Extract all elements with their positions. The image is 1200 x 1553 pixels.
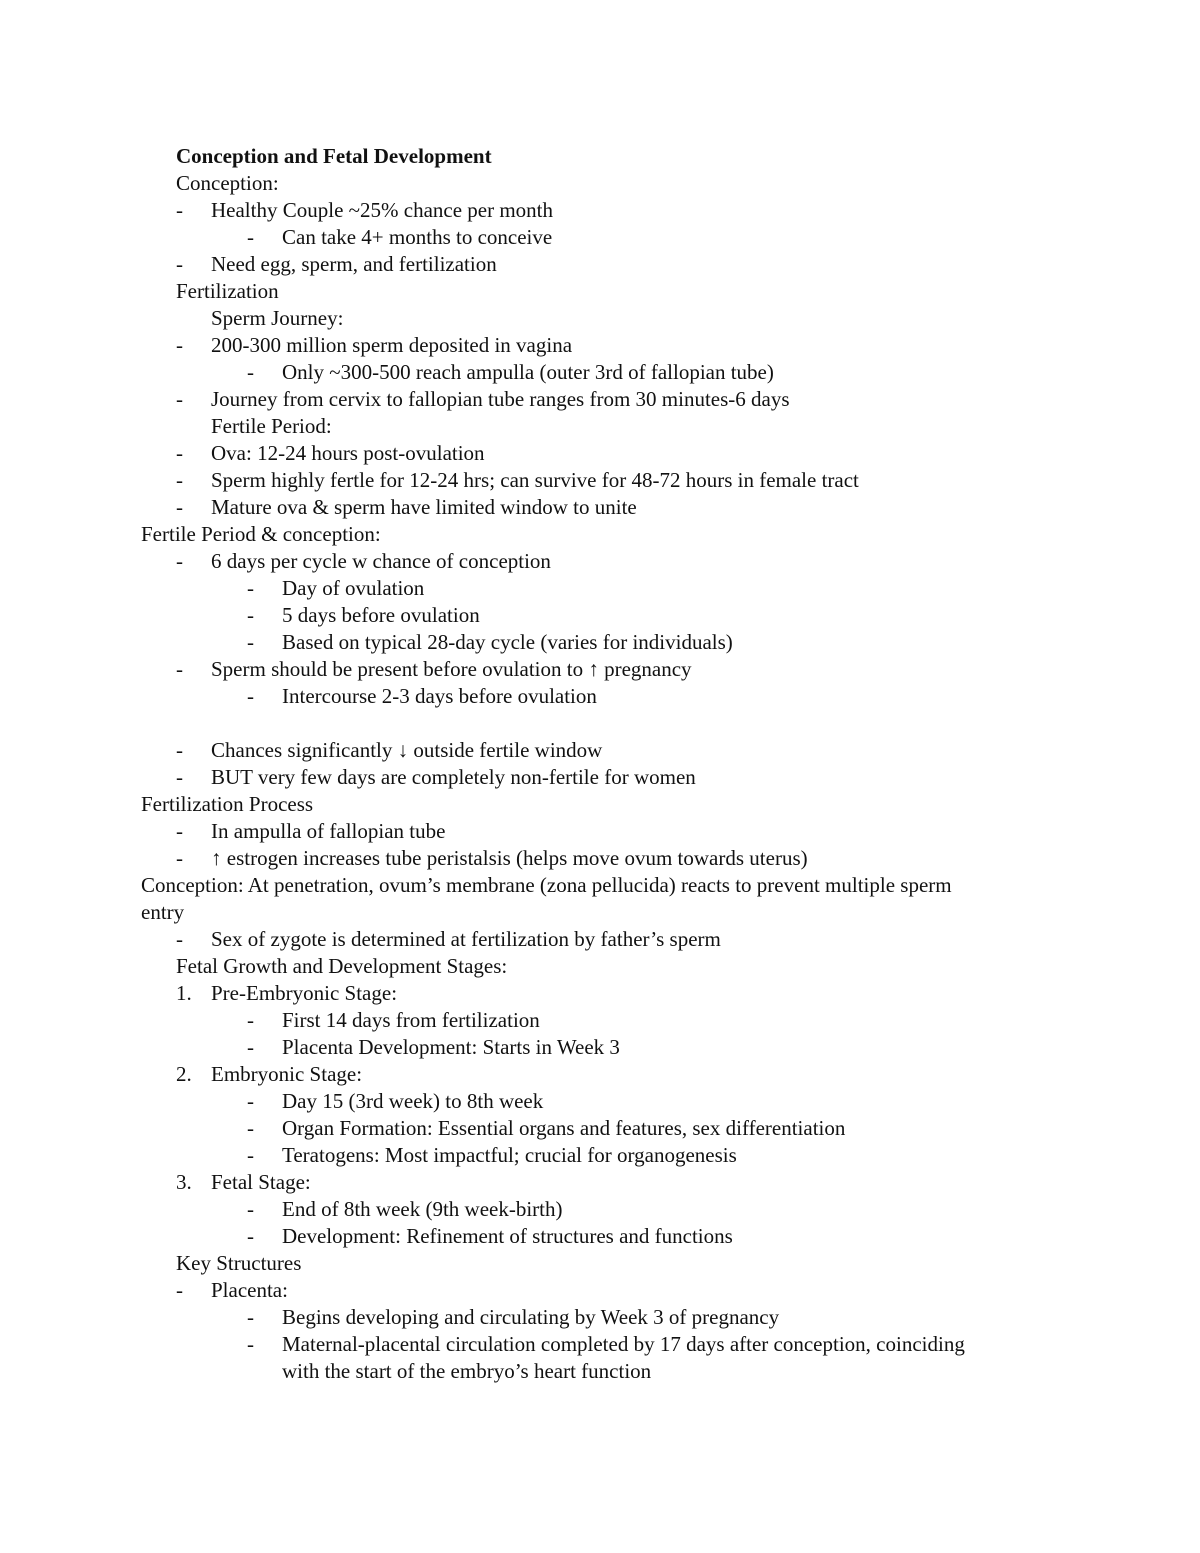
line-text: Fetal Growth and Development Stages: (176, 954, 508, 978)
bullet-dash: - (176, 387, 183, 411)
bullet-dash: - (247, 1305, 254, 1329)
line-text: In ampulla of fallopian tube (211, 819, 446, 843)
bullet-dash: - (176, 765, 183, 789)
bullet-dash: - (176, 657, 183, 681)
bullet-dash: - (247, 1224, 254, 1248)
line-text: Sperm highly fertle for 12-24 hrs; can survive for 48-72 hours in female tract (211, 468, 859, 492)
line-text: Conception: At penetration, ovum’s membrane (zona pellucida) reacts to prevent multiple sperm (141, 873, 952, 897)
line-text: Need egg, sperm, and fertilization (211, 252, 497, 276)
line-text: 5 days before ovulation (282, 603, 480, 627)
line-text: Can take 4+ months to conceive (282, 225, 553, 249)
bullet-dash: - (176, 333, 183, 357)
line-text: Pre-Embryonic Stage: (211, 981, 398, 1005)
line-text: Conception: (176, 171, 279, 195)
bullet-dash: - (247, 630, 254, 654)
line-text: Key Structures (176, 1251, 302, 1275)
line-text: First 14 days from fertilization (282, 1008, 540, 1032)
line-text: Day 15 (3rd week) to 8th week (282, 1089, 544, 1113)
bullet-dash: - (247, 225, 254, 249)
line-text: entry (141, 900, 185, 924)
line-text: Healthy Couple ~25% chance per month (211, 198, 554, 222)
line-text: Conception and Fetal Development (176, 144, 492, 168)
line-text: Placenta Development: Starts in Week 3 (282, 1035, 620, 1059)
line-text: Day of ovulation (282, 576, 425, 600)
bullet-dash: - (176, 927, 183, 951)
line-text: Only ~300-500 reach ampulla (outer 3rd of fallopian tube) (282, 360, 774, 384)
bullet-dash: - (247, 603, 254, 627)
line-text: Begins developing and circulating by Week 3 of pregnancy (282, 1305, 780, 1329)
list-number: 1. (176, 981, 192, 1005)
line-text: Embryonic Stage: (211, 1062, 363, 1086)
bullet-dash: - (176, 441, 183, 465)
line-text: Fertile Period & conception: (141, 522, 381, 546)
bullet-dash: - (176, 738, 183, 762)
bullet-dash: - (176, 846, 183, 870)
bullet-dash: - (247, 1197, 254, 1221)
line-text: Teratogens: Most impactful; crucial for organogenesis (282, 1143, 737, 1167)
line-text: Maternal-placental circulation completed by 17 days after conception, coinciding (282, 1332, 965, 1356)
line-text: with the start of the embryo’s heart function (282, 1359, 652, 1383)
bullet-dash: - (247, 1008, 254, 1032)
line-text: Sperm Journey: (211, 306, 344, 330)
line-text: 200-300 million sperm deposited in vagina (211, 333, 573, 357)
list-number: 3. (176, 1170, 192, 1194)
line-text: Fertilization (176, 279, 279, 303)
bullet-dash: - (247, 1089, 254, 1113)
line-text: ↑ estrogen increases tube peristalsis (helps move ovum towards uterus) (211, 846, 808, 870)
line-text: Sex of zygote is determined at fertilization by father’s sperm (211, 927, 721, 951)
bullet-dash: - (247, 360, 254, 384)
line-text: Fertile Period: (211, 414, 332, 438)
line-text: 6 days per cycle w chance of conception (211, 549, 551, 573)
line-text: Development: Refinement of structures and functions (282, 1224, 733, 1248)
line-text: Journey from cervix to fallopian tube ranges from 30 minutes-6 days (211, 387, 790, 411)
bullet-dash: - (176, 468, 183, 492)
bullet-dash: - (176, 1278, 183, 1302)
line-text: Fertilization Process (141, 792, 314, 816)
bullet-dash: - (247, 1116, 254, 1140)
line-text: Based on typical 28-day cycle (varies for individuals) (282, 630, 733, 654)
line-text: Organ Formation: Essential organs and features, sex differentiation (282, 1116, 846, 1140)
line-text: Chances significantly ↓ outside fertile window (211, 738, 603, 762)
line-text: Intercourse 2-3 days before ovulation (282, 684, 597, 708)
bullet-dash: - (176, 819, 183, 843)
bullet-dash: - (247, 1332, 254, 1356)
bullet-dash: - (176, 495, 183, 519)
bullet-dash: - (176, 252, 183, 276)
line-text: Ova: 12-24 hours post-ovulation (211, 441, 485, 465)
line-text: Mature ova & sperm have limited window to unite (211, 495, 637, 519)
line-text: Placenta: (211, 1278, 288, 1302)
bullet-dash: - (247, 684, 254, 708)
bullet-dash: - (176, 549, 183, 573)
line-text: Sperm should be present before ovulation to ↑ pregnancy (211, 657, 692, 681)
bullet-dash: - (247, 576, 254, 600)
line-text: BUT very few days are completely non-fertile for women (211, 765, 696, 789)
bullet-dash: - (247, 1035, 254, 1059)
line-text: End of 8th week (9th week-birth) (282, 1197, 563, 1221)
bullet-dash: - (247, 1143, 254, 1167)
line-text: Fetal Stage: (211, 1170, 311, 1194)
list-number: 2. (176, 1062, 192, 1086)
bullet-dash: - (176, 198, 183, 222)
